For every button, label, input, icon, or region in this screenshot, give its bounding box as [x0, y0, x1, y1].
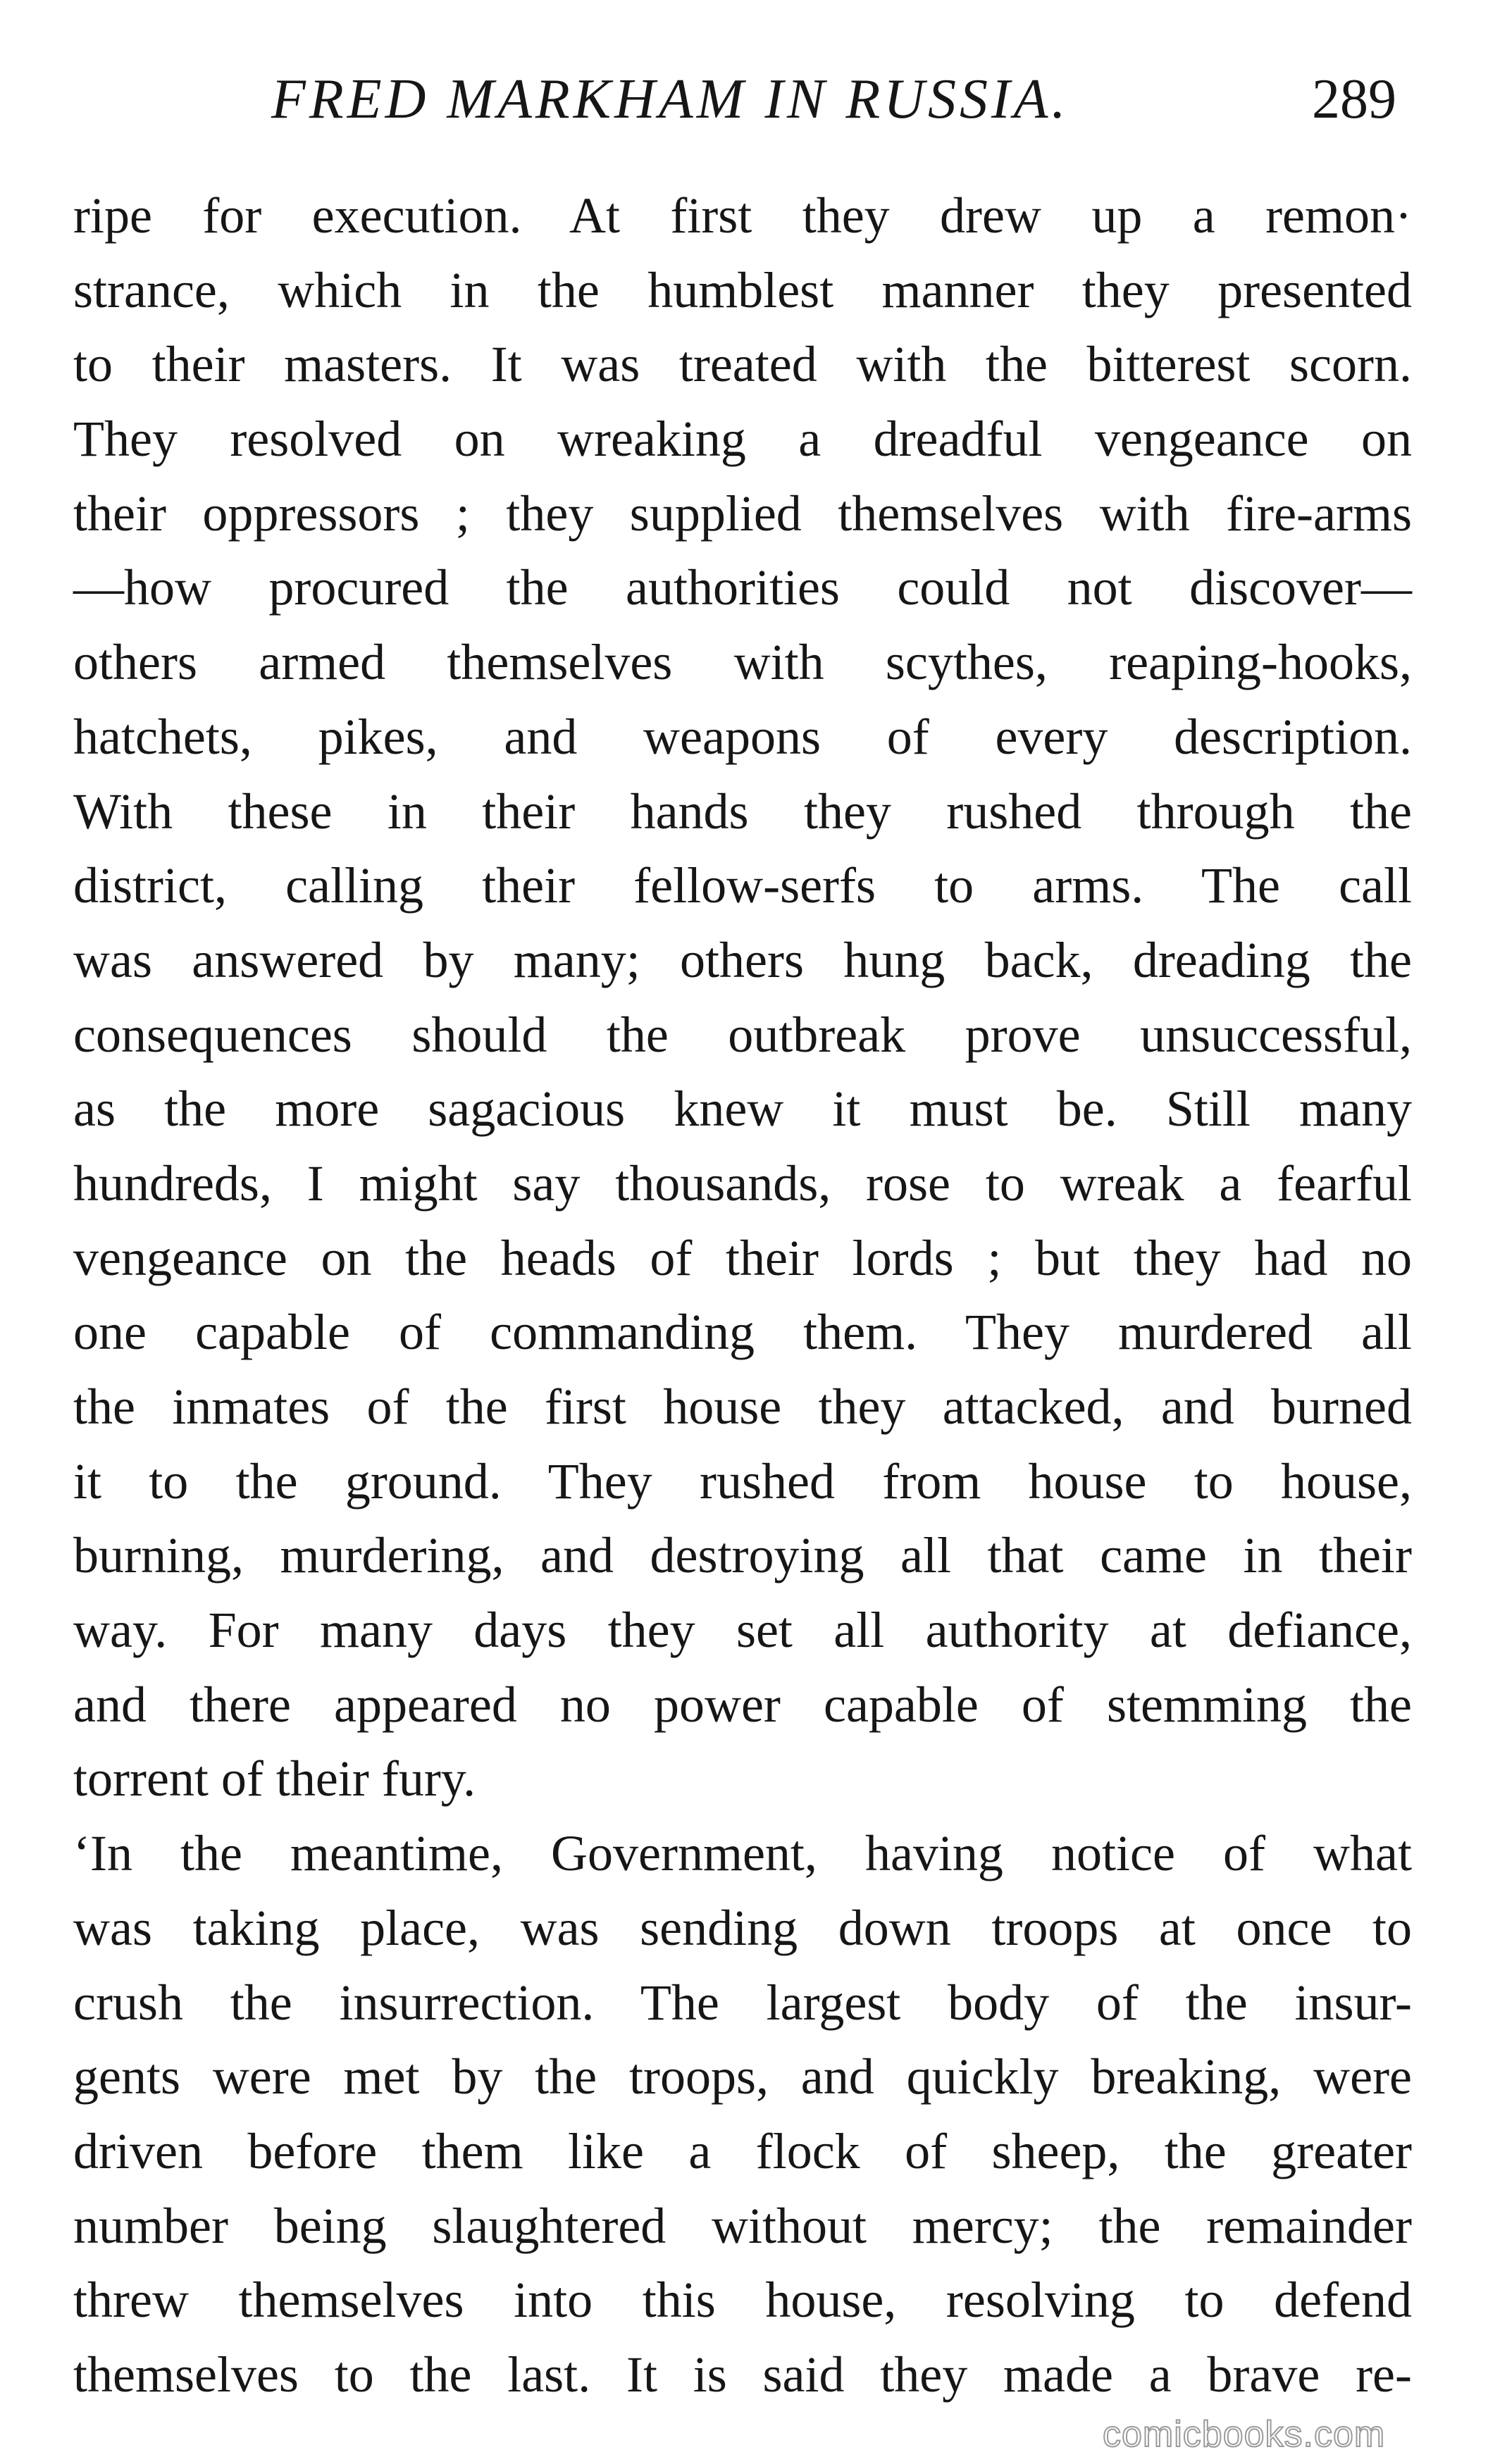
running-title: FRED MARKHAM IN RUSSIA.	[271, 68, 1070, 130]
page-number: 289	[1312, 68, 1396, 130]
body-text	[73, 179, 1412, 2413]
text-line: ‘In the meantime, Government, having notice of what	[73, 1825, 1412, 1882]
text-line: it to the ground. They rushed from house to house,	[73, 1452, 1412, 1510]
text-line-paragraph-end: torrent of their fury.	[73, 1750, 476, 1807]
text-line: way. For many days they set all authority at defiance,	[73, 1602, 1412, 1659]
text-line: district, calling their fellow-serfs to arms. The call	[73, 857, 1412, 914]
text-line: threw themselves into this house, resolving to defend	[73, 2272, 1412, 2329]
text-line: driven before them like a flock of sheep, the greater	[73, 2122, 1412, 2179]
text-line: to their masters. It was treated with the bitterest scorn.	[73, 336, 1412, 393]
text-line: hatchets, pikes, and weapons of every description.	[73, 708, 1412, 765]
text-line: crush the insurrection. The largest body of the insur-	[73, 1974, 1412, 2031]
text-line: one capable of commanding them. They murdered all	[73, 1304, 1412, 1361]
watermark-text: comicbooks.com	[1103, 2414, 1386, 2455]
running-head	[0, 61, 1488, 138]
text-line: gents were met by the troops, and quickly breaking, were	[73, 2048, 1412, 2105]
text-line: ripe for execution. At first they drew up a remon·	[73, 187, 1412, 244]
text-line: others armed themselves with scythes, reaping-hooks,	[73, 634, 1412, 691]
text-line: themselves to the last. It is said they made a brave re-	[73, 2346, 1412, 2403]
text-line: hundreds, I might say thousands, rose to wreak a fearful	[73, 1155, 1412, 1212]
text-line: strance, which in the humblest manner they presented	[73, 261, 1412, 318]
text-line: With these in their hands they rushed through the	[73, 783, 1412, 840]
text-line: —how procured the authorities could not discover—	[73, 559, 1412, 616]
text-line: burning, murdering, and destroying all that came in their	[73, 1527, 1412, 1584]
text-line: their oppressors ; they supplied themselves with fire-arms	[73, 485, 1412, 542]
text-line: number being slaughtered without mercy; the remainder	[73, 2197, 1412, 2254]
text-line: as the more sagacious knew it must be. Still many	[73, 1081, 1412, 1138]
text-line: vengeance on the heads of their lords ; but they had no	[73, 1229, 1412, 1286]
text-line: consequences should the outbreak prove unsuccessful,	[73, 1006, 1412, 1063]
text-line: was taking place, was sending down troops at once to	[73, 1899, 1412, 1956]
text-line: was answered by many; others hung back, dreading the	[73, 931, 1412, 988]
text-line: and there appeared no power capable of stemming the	[73, 1676, 1412, 1733]
text-line: They resolved on wreaking a dreadful vengeance on	[73, 411, 1412, 468]
text-line: the inmates of the first house they attacked, and burned	[73, 1379, 1412, 1435]
